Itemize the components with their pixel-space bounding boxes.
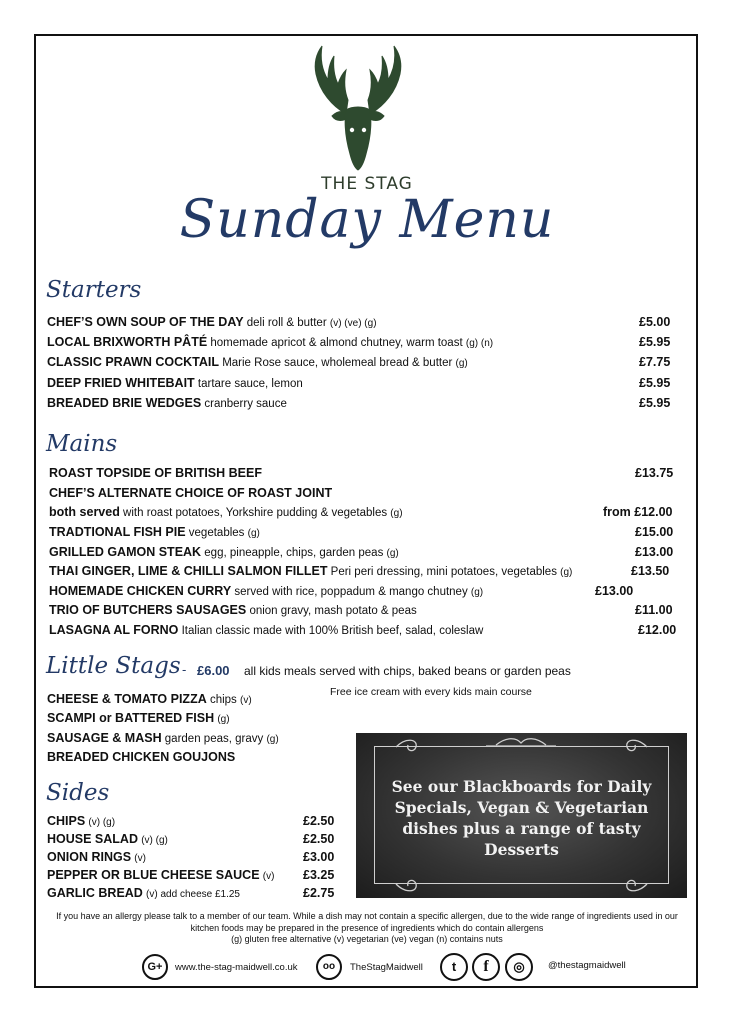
menu-title: Sunday Menu: [179, 190, 555, 250]
website-link[interactable]: www.the-stag-maidwell.co.uk: [175, 962, 298, 973]
menu-item: DEEP FRIED WHITEBAIT tartare sauce, lemon: [47, 376, 303, 390]
menu-item: CLASSIC PRAWN COCKTAIL Marie Rose sauce, wholemeal bread & butter (g): [47, 355, 468, 369]
little-stags-heading: Little Stags: [46, 653, 181, 679]
mains-heading: Mains: [46, 431, 118, 457]
menu-item: CHIPS (v) (g): [47, 814, 116, 828]
menu-item: SCAMPI or BATTERED FISH (g): [47, 711, 230, 725]
blackboard-line: Specials, Vegan & Vegetarian: [394, 798, 649, 817]
item-price: £13.00: [595, 584, 634, 598]
menu-item: GARLIC BREAD (v) add cheese £1.25: [47, 886, 240, 900]
brand-name: THE STAG: [321, 174, 413, 194]
item-price: £2.50: [303, 814, 335, 828]
item-price: £5.95: [639, 396, 671, 410]
facebook-icon[interactable]: f: [472, 953, 500, 981]
allergy-line: kitchen foods may be prepared in the presence of ingredients which do contain allergens: [190, 922, 544, 933]
item-price: £2.50: [303, 832, 335, 846]
item-price: £5.95: [639, 376, 671, 390]
item-price: £7.75: [639, 355, 671, 369]
blackboard-line: Desserts: [484, 840, 559, 859]
item-price: £13.75: [635, 466, 674, 480]
kids-meal-price: £6.00: [197, 663, 230, 678]
menu-item: GRILLED GAMON STEAK egg, pineapple, chips, garden peas (g): [49, 545, 399, 559]
little-stags-dash: -: [182, 662, 187, 677]
stag-head-icon: [302, 44, 414, 174]
item-price: £3.25: [303, 868, 335, 882]
starters-heading: Starters: [46, 277, 142, 303]
menu-item: ROAST TOPSIDE OF BRITISH BEEF: [49, 466, 262, 480]
allergy-key: (g) gluten free alternative (v) vegetarian (ve) vegan (n) contains nuts: [231, 934, 503, 944]
menu-item: HOUSE SALAD (v) (g): [47, 832, 168, 846]
item-price: £12.00: [638, 623, 677, 637]
item-price: £13.00: [635, 545, 674, 559]
item-price: from £12.00: [603, 505, 673, 519]
menu-item: CHEF’S ALTERNATE CHOICE OF ROAST JOINT: [49, 486, 333, 500]
menu-item: TRIO OF BUTCHERS SAUSAGES onion gravy, mash potato & peas: [49, 603, 417, 617]
menu-item: TRADTIONAL FISH PIE vegetables (g): [49, 525, 260, 539]
social-handle[interactable]: @thestagmaidwell: [548, 960, 626, 971]
twitter-icon[interactable]: t: [440, 953, 468, 981]
google-plus-icon[interactable]: G+: [142, 954, 168, 980]
menu-item: CHEESE & TOMATO PIZZA chips (v): [47, 692, 252, 706]
kids-meal-note: all kids meals served with chips, baked beans or garden peas: [244, 664, 571, 678]
item-price: £11.00: [635, 603, 673, 617]
menu-item: CHEF’S OWN SOUP OF THE DAY deli roll & butter (v) (ve) (g): [47, 315, 377, 329]
item-price: £3.00: [303, 850, 335, 864]
menu-item: LOCAL BRIXWORTH PÂTÉ homemade apricot & almond chutney, warm toast (g) (n): [47, 335, 494, 349]
item-price: £2.75: [303, 886, 335, 900]
kids-ice-cream-note: Free ice cream with every kids main course: [330, 686, 532, 698]
allergy-notice: [40, 911, 694, 946]
menu-item: both served with roast potatoes, Yorkshire pudding & vegetables (g): [49, 505, 403, 519]
tripadvisor-link[interactable]: TheStagMaidwell: [350, 962, 423, 973]
menu-item: BREADED CHICKEN GOUJONS: [47, 750, 236, 764]
allergy-line: If you have an allergy please talk to a member of our team. While a dish may not contain a specific allergen, due to the wide range of ingredients used in our: [56, 911, 678, 921]
menu-item: SAUSAGE & MASH garden peas, gravy (g): [47, 731, 279, 745]
instagram-icon[interactable]: ◎: [505, 953, 533, 981]
tripadvisor-icon[interactable]: oo: [316, 954, 342, 980]
item-price: £5.95: [639, 335, 671, 349]
blackboard-line: See our Blackboards for Daily: [391, 777, 652, 796]
item-price: £15.00: [635, 525, 674, 539]
menu-item: ONION RINGS (v): [47, 850, 146, 864]
menu-item: BREADED BRIE WEDGES cranberry sauce: [47, 396, 287, 410]
menu-item: PEPPER OR BLUE CHEESE SAUCE (v): [47, 868, 275, 882]
blackboard-line: dishes plus a range of tasty: [402, 819, 641, 838]
blackboard-text: [356, 776, 687, 860]
menu-item: HOMEMADE CHICKEN CURRY served with rice, poppadum & mango chutney (g): [49, 584, 484, 598]
menu-item: LASAGNA AL FORNO Italian classic made with 100% British beef, salad, coleslaw: [49, 623, 484, 637]
sides-heading: Sides: [46, 780, 110, 806]
item-price: £13.50: [631, 564, 670, 578]
item-price: £5.00: [639, 315, 671, 329]
menu-item: THAI GINGER, LIME & CHILLI SALMON FILLET Peri peri dressing, mini potatoes, vegetables (g): [49, 564, 573, 578]
